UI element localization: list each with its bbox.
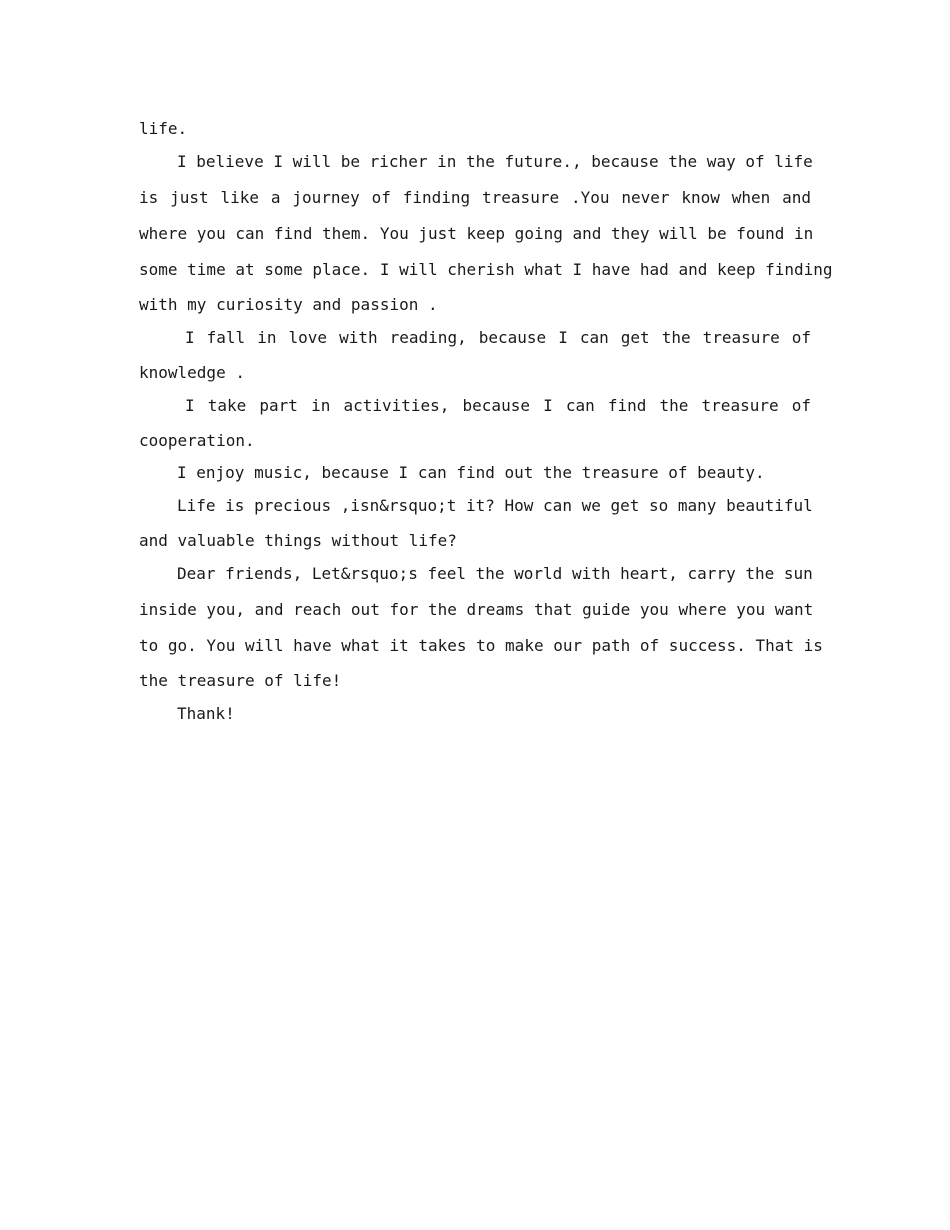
paragraph-line: to go. You will have what it takes to make our path of success. That is <box>139 636 823 655</box>
paragraph-7 <box>139 556 823 698</box>
paragraph-line: with my curiosity and passion . <box>139 295 438 314</box>
paragraph-line: Dear friends, Let&rsquo;s feel the world with heart, carry the sun <box>177 564 813 583</box>
paragraph-4 <box>139 388 811 458</box>
paragraph-2 <box>139 144 833 322</box>
paragraph-1 <box>139 112 811 146</box>
paragraph-line: some time at some place. I will cherish what I have had and keep finding <box>139 260 833 279</box>
paragraph-line: is just like a journey of finding treasure .You never know when and <box>139 188 811 207</box>
paragraph-5 <box>139 456 811 490</box>
paragraph-line: inside you, and reach out for the dreams that guide you where you want <box>139 600 814 619</box>
paragraph-line: I believe I will be richer in the future., because the way of life <box>177 152 813 171</box>
paragraph-line: Life is precious ,isn&rsquo;t it? How can we get so many beautiful <box>177 496 813 515</box>
paragraph-8 <box>139 696 811 732</box>
paragraph-line: the treasure of life! <box>139 671 342 690</box>
paragraph-line: I take part in activities, because I can find the treasure of <box>185 396 811 415</box>
paragraph-line: life. <box>139 119 188 138</box>
paragraph-line: knowledge . <box>139 363 245 382</box>
paragraph-line: Thank! <box>177 704 235 723</box>
paragraph-line: I fall in love with reading, because I can get the treasure of <box>185 328 811 347</box>
paragraph-line: where you can find them. You just keep going and they will be found in <box>139 224 814 243</box>
paragraph-line: and valuable things without life? <box>139 531 457 550</box>
paragraph-line: I enjoy music, because I can find out the treasure of beauty. <box>177 463 765 482</box>
paragraph-line: cooperation. <box>139 431 255 450</box>
paragraph-3 <box>139 320 811 390</box>
document-body <box>139 112 833 730</box>
paragraph-6 <box>139 488 811 558</box>
